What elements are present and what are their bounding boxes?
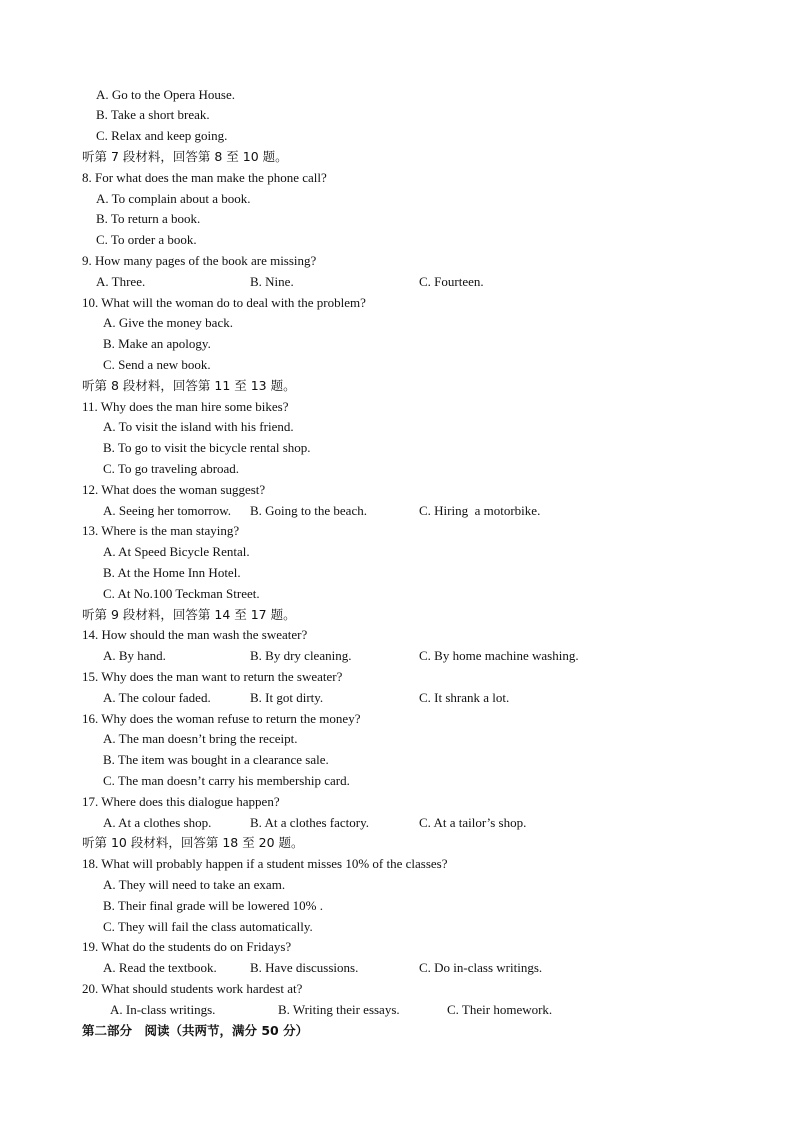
option-a: A. Seeing her tomorrow. bbox=[103, 503, 232, 518]
option-c: C. It shrank a lot. bbox=[419, 690, 510, 705]
option-b: B. At a clothes factory. bbox=[250, 815, 370, 830]
option-b: B. By dry cleaning. bbox=[250, 648, 352, 663]
option-b: B. Have discussions. bbox=[250, 960, 359, 975]
question-20: 20. What should students work hardest at? bbox=[82, 981, 303, 996]
option-line: A. Go to the Opera House. bbox=[96, 87, 235, 102]
option-line: B. At the Home Inn Hotel. bbox=[103, 565, 241, 580]
section-instruction: 听第 7 段材料，回答第 8 至 10 题。 bbox=[82, 149, 288, 164]
option-a: A. At a clothes shop. bbox=[103, 815, 212, 830]
question-11: 11. Why does the man hire some bikes? bbox=[82, 399, 289, 414]
option-line: C. They will fail the class automatically. bbox=[103, 919, 313, 934]
option-line: B. Their final grade will be lowered 10% . bbox=[103, 898, 323, 913]
section-instruction: 听第 10 段材料，回答第 18 至 20 题。 bbox=[82, 835, 304, 850]
option-c: C. Their homework. bbox=[447, 1002, 553, 1017]
option-line: B. Make an apology. bbox=[103, 336, 211, 351]
question-9: 9. How many pages of the book are missing? bbox=[82, 253, 317, 268]
option-line: A. To complain about a book. bbox=[96, 191, 251, 206]
option-a: A. The colour faded. bbox=[103, 690, 211, 705]
option-line: A. At Speed Bicycle Rental. bbox=[103, 544, 250, 559]
question-15: 15. Why does the man want to return the sweater? bbox=[82, 669, 343, 684]
option-line: B. Take a short break. bbox=[96, 107, 210, 122]
option-b: B. Writing their essays. bbox=[278, 1002, 400, 1017]
option-line: B. To go to visit the bicycle rental shop. bbox=[103, 440, 311, 455]
section-instruction: 听第 8 段材料，回答第 11 至 13 题。 bbox=[82, 378, 296, 393]
option-line: A. They will need to take an exam. bbox=[103, 877, 286, 892]
question-18: 18. What will probably happen if a student misses 10% of the classes? bbox=[82, 856, 448, 871]
question-17: 17. Where does this dialogue happen? bbox=[82, 794, 280, 809]
option-c: C. Hiring a motorbike. bbox=[419, 503, 541, 518]
option-line: B. To return a book. bbox=[96, 211, 201, 226]
question-13: 13. Where is the man staying? bbox=[82, 523, 240, 538]
option-line: A. The man doesn’t bring the receipt. bbox=[103, 731, 298, 746]
option-a: A. Three. bbox=[96, 274, 146, 289]
option-line: A. Give the money back. bbox=[103, 315, 233, 330]
option-line: C. Send a new book. bbox=[103, 357, 211, 372]
option-c: C. By home machine washing. bbox=[419, 648, 579, 663]
option-b: B. It got dirty. bbox=[250, 690, 324, 705]
option-a: A. Read the textbook. bbox=[103, 960, 217, 975]
part-two-heading: 第二部分 阅读（共两节，满分 50 分） bbox=[82, 1023, 309, 1038]
question-16: 16. Why does the woman refuse to return the money? bbox=[82, 711, 361, 726]
option-line: C. Relax and keep going. bbox=[96, 128, 228, 143]
section-instruction: 听第 9 段材料，回答第 14 至 17 题。 bbox=[82, 607, 296, 622]
question-8: 8. For what does the man make the phone call? bbox=[82, 170, 327, 185]
question-10: 10. What will the woman do to deal with the problem? bbox=[82, 295, 366, 310]
question-12: 12. What does the woman suggest? bbox=[82, 482, 266, 497]
option-line: C. To go traveling abroad. bbox=[103, 461, 240, 476]
option-c: C. Do in-class writings. bbox=[419, 960, 543, 975]
option-line: C. The man doesn’t carry his membership card. bbox=[103, 773, 350, 788]
option-c: C. Fourteen. bbox=[419, 274, 484, 289]
option-b: B. Nine. bbox=[250, 274, 294, 289]
option-b: B. Going to the beach. bbox=[250, 503, 367, 518]
option-line: C. To order a book. bbox=[96, 232, 197, 247]
option-a: A. In-class writings. bbox=[110, 1002, 216, 1017]
option-line: B. The item was bought in a clearance sale. bbox=[103, 752, 329, 767]
option-c: C. At a tailor’s shop. bbox=[419, 815, 527, 830]
option-a: A. By hand. bbox=[103, 648, 166, 663]
question-19: 19. What do the students do on Fridays? bbox=[82, 939, 292, 954]
question-14: 14. How should the man wash the sweater? bbox=[82, 627, 308, 642]
option-line: C. At No.100 Teckman Street. bbox=[103, 586, 260, 601]
option-line: A. To visit the island with his friend. bbox=[103, 419, 294, 434]
